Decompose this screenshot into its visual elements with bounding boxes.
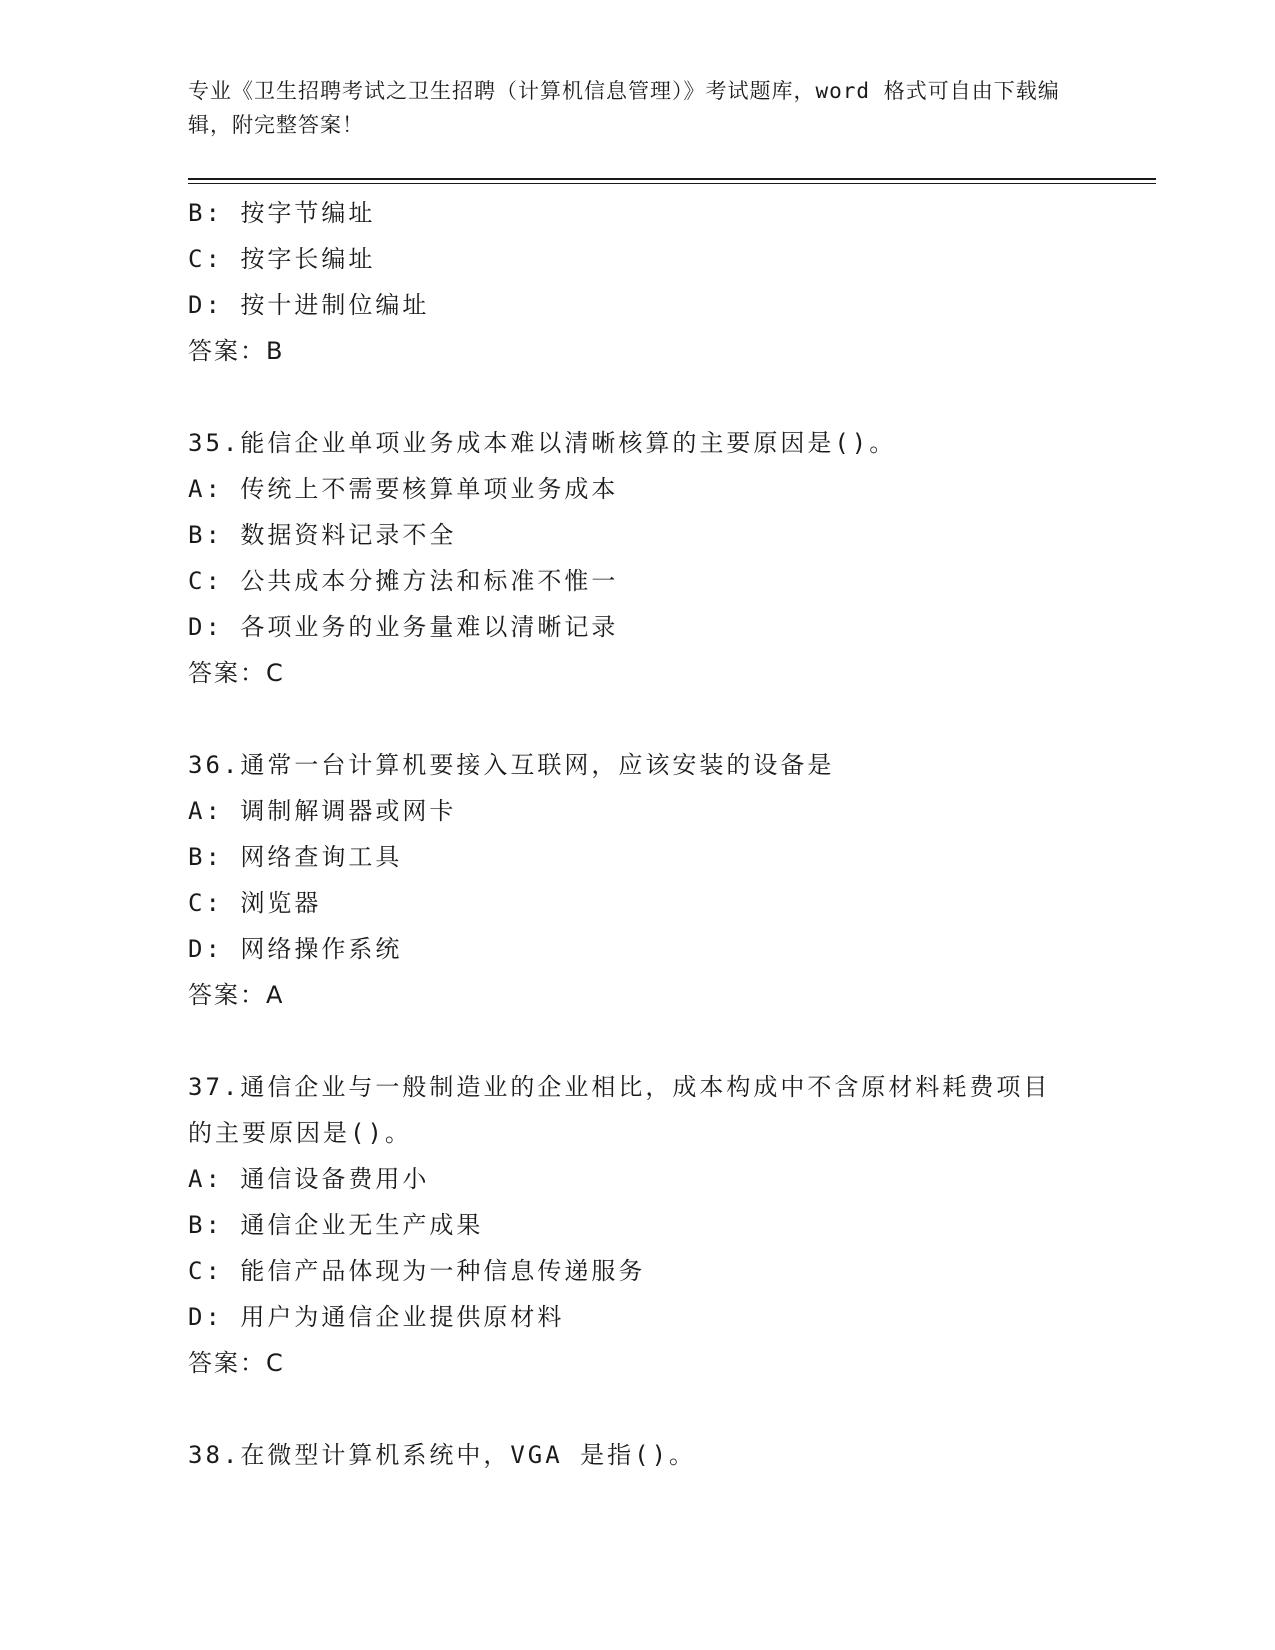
option-b: B: 按字节编址 <box>188 199 376 227</box>
header-divider-thick <box>188 178 1156 180</box>
answer-label: 答案：C <box>188 659 285 687</box>
option-c: C: 公共成本分摊方法和标准不惟一 <box>188 567 619 595</box>
question-37 <box>188 1064 1088 1386</box>
option-a: A: 传统上不需要核算单项业务成本 <box>188 475 619 503</box>
answer-label: 答案：A <box>188 981 285 1009</box>
question-35 <box>188 420 1088 696</box>
spacer <box>188 374 1088 420</box>
question-list <box>188 190 1088 1478</box>
option-b: B: 网络查询工具 <box>188 843 403 871</box>
option-a: A: 调制解调器或网卡 <box>188 797 457 825</box>
question-38 <box>188 1432 1088 1478</box>
question-36 <box>188 742 1088 1018</box>
option-b: B: 通信企业无生产成果 <box>188 1211 484 1239</box>
question-stem: 37.通信企业与一般制造业的企业相比，成本构成中不含原材料耗费项目的主要原因是()。 <box>188 1073 1051 1147</box>
option-b: B: 数据资料记录不全 <box>188 521 457 549</box>
spacer <box>188 1018 1088 1064</box>
question-stem: 35.能信企业单项业务成本难以清晰核算的主要原因是()。 <box>188 429 897 457</box>
option-d: D: 用户为通信企业提供原材料 <box>188 1303 565 1331</box>
answer-label: 答案：B <box>188 337 285 365</box>
option-d: D: 网络操作系统 <box>188 935 403 963</box>
option-d: D: 按十进制位编址 <box>188 291 430 319</box>
option-d: D: 各项业务的业务量难以清晰记录 <box>188 613 619 641</box>
question-34-fragment <box>188 190 1088 374</box>
spacer <box>188 696 1088 742</box>
question-stem: 38.在微型计算机系统中，VGA 是指()。 <box>188 1441 697 1469</box>
option-c: C: 按字长编址 <box>188 245 376 273</box>
option-c: C: 能信产品体现为一种信息传递服务 <box>188 1257 646 1285</box>
option-a: A: 通信设备费用小 <box>188 1165 430 1193</box>
spacer <box>188 1386 1088 1432</box>
header-divider-thin <box>188 183 1156 184</box>
option-c: C: 浏览器 <box>188 889 322 917</box>
document-header: 专业《卫生招聘考试之卫生招聘（计算机信息管理）》考试题库，word 格式可自由下载编辑，附完整答案！ <box>188 79 1060 137</box>
question-stem: 36.通常一台计算机要接入互联网，应该安装的设备是 <box>188 751 835 779</box>
answer-label: 答案：C <box>188 1349 285 1377</box>
